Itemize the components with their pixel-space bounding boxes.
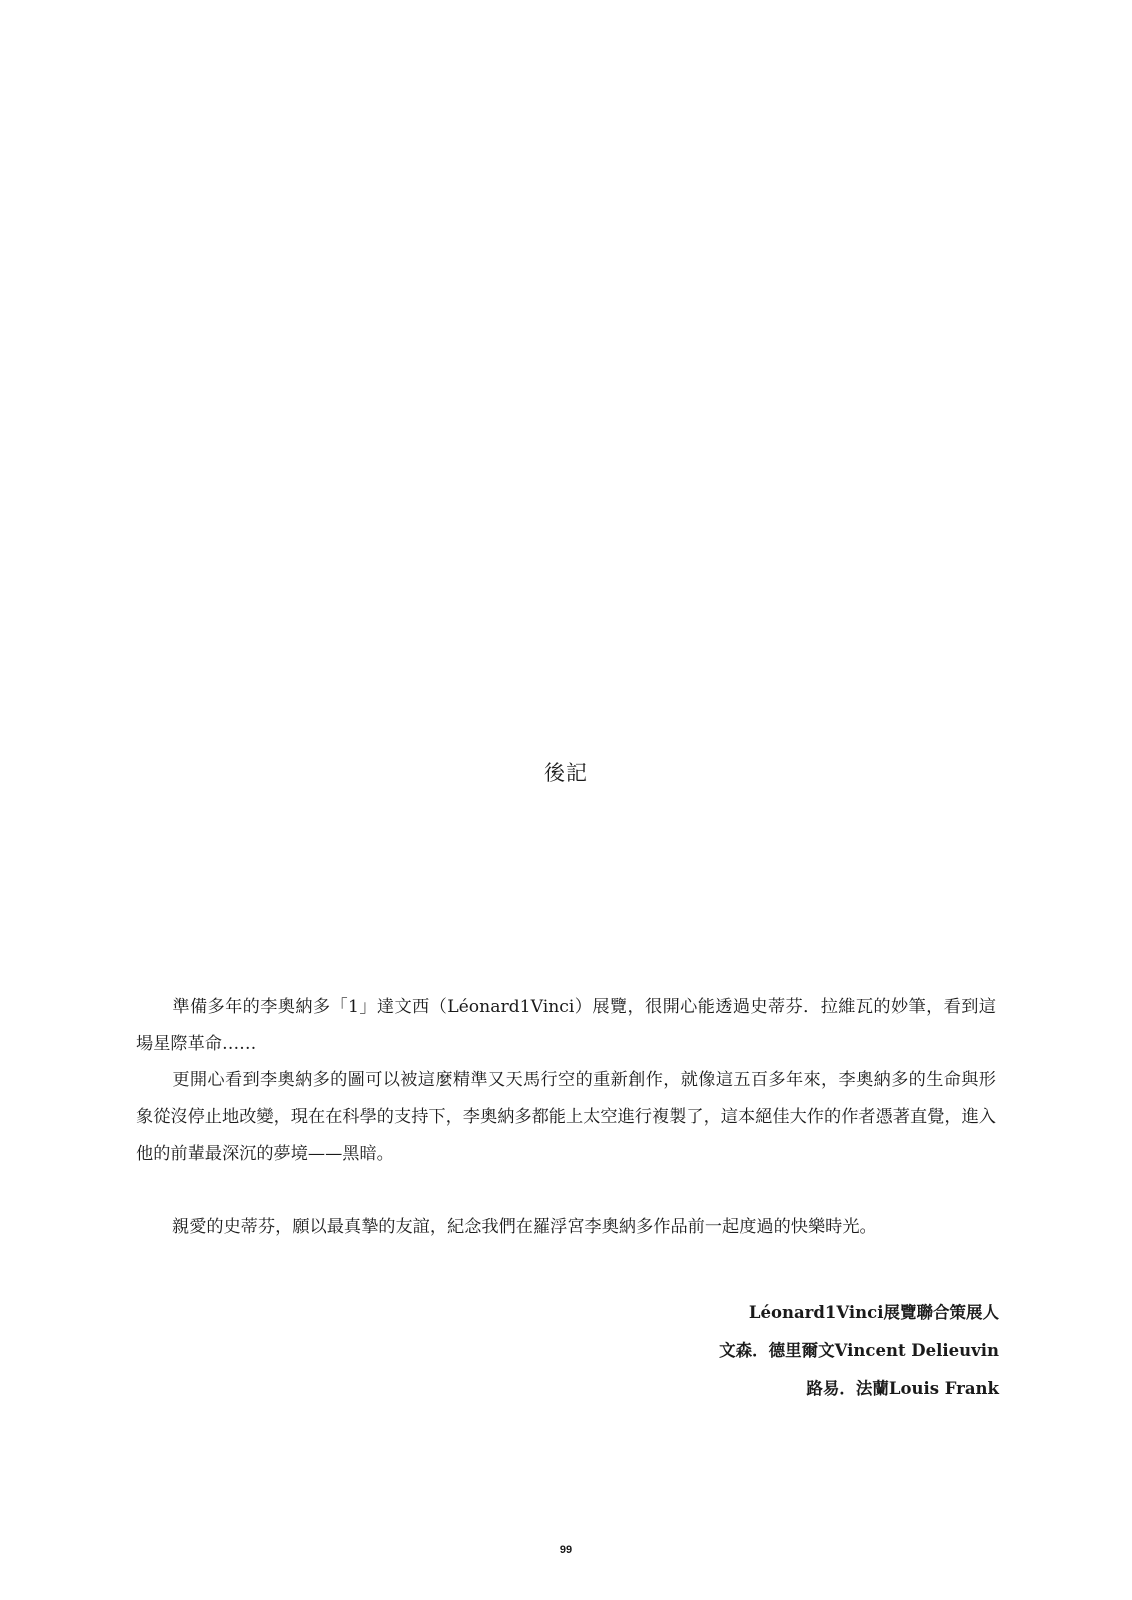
signature-louis-frank: 路易．法蘭Louis Frank [806,1379,999,1398]
page-title: 後記 [544,761,588,785]
paragraph-2-text: 更開心看到李奧納多的圖可以被這麼精準又天馬行空的重新創作，就像這五百多年來，李奧納多的生命與形象從沒停止地改變，現在在科學的支持下，李奧納多都能上太空進行複製了，這本絕佳大作的作者憑著直覺，進入他的前輩最深沉的夢境——黑暗。 [136,1070,996,1164]
page-number: 99 [559,1544,573,1556]
paragraph-3-text: 親愛的史蒂芬，願以最真摯的友誼，紀念我們在羅浮宮李奧納多作品前一起度過的快樂時光。 [172,1217,877,1237]
signature-curator-title: Léonard1Vinci展覽聯合策展人 [748,1303,999,1322]
paragraph-3 [136,1209,996,1246]
signature-vincent-delieuvin: 文森．德里爾文Vincent Delieuvin [719,1341,999,1360]
paragraph-2 [136,1062,996,1173]
paragraph-1 [136,989,996,1063]
paragraph-1-text: 準備多年的李奧納多「1」達文西（Léonard1Vinci）展覽，很開心能透過史蒂芬．拉維瓦的妙筆，看到這場星際革命…… [136,997,996,1054]
